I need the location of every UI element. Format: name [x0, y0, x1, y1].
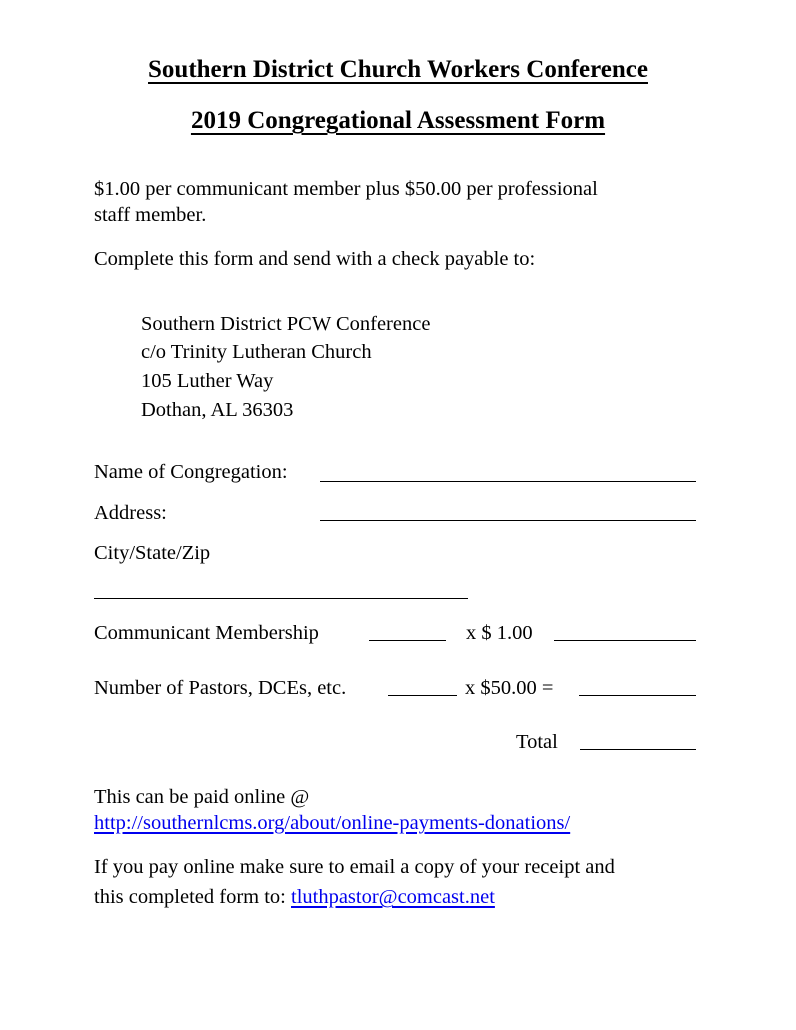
- rate-line-2: staff member.: [94, 204, 207, 226]
- payment-url-link[interactable]: http://southernlcms.org/about/online-payments-donations/: [94, 812, 571, 834]
- city-state-zip-label: City/State/Zip: [94, 542, 211, 564]
- congregation-label: Name of Congregation:: [94, 461, 288, 483]
- address-line-4: Dothan, AL 36303: [141, 399, 294, 421]
- address-line-2: c/o Trinity Lutheran Church: [141, 341, 372, 363]
- address-line-3: 105 Luther Way: [141, 370, 274, 392]
- contact-email-link[interactable]: tluthpastor@comcast.net: [291, 886, 495, 908]
- congregation-field[interactable]: [320, 481, 696, 482]
- rate-line-1: $1.00 per communicant member plus $50.00 per professional: [94, 178, 598, 200]
- document-title: Southern District Church Workers Conference: [148, 56, 648, 83]
- email-note-line-1: If you pay online make sure to email a copy of your receipt and: [94, 856, 615, 878]
- address-label: Address:: [94, 502, 167, 524]
- address-field[interactable]: [320, 520, 696, 521]
- total-label: Total: [516, 731, 558, 753]
- instruction-text: Complete this form and send with a check payable to:: [94, 248, 536, 270]
- city-state-zip-field[interactable]: [94, 598, 468, 599]
- payment-url-line: [94, 810, 570, 836]
- address-line-1: Southern District PCW Conference: [141, 313, 431, 335]
- pastors-amount-field[interactable]: [579, 695, 696, 696]
- email-note-prefix: this completed form to:: [94, 886, 286, 908]
- membership-label: Communicant Membership: [94, 622, 319, 644]
- membership-amount-field[interactable]: [554, 640, 696, 641]
- membership-rate: x $ 1.00: [466, 622, 533, 644]
- email-note-line-2: [94, 884, 495, 910]
- total-amount-field[interactable]: [580, 749, 696, 750]
- membership-count-field[interactable]: [369, 640, 446, 641]
- pastors-label: Number of Pastors, DCEs, etc.: [94, 677, 347, 699]
- online-payment-text: This can be paid online @: [94, 786, 310, 808]
- document-subtitle: 2019 Congregational Assessment Form: [190, 107, 606, 134]
- pastors-rate: x $50.00 =: [465, 677, 554, 699]
- pastors-count-field[interactable]: [388, 695, 457, 696]
